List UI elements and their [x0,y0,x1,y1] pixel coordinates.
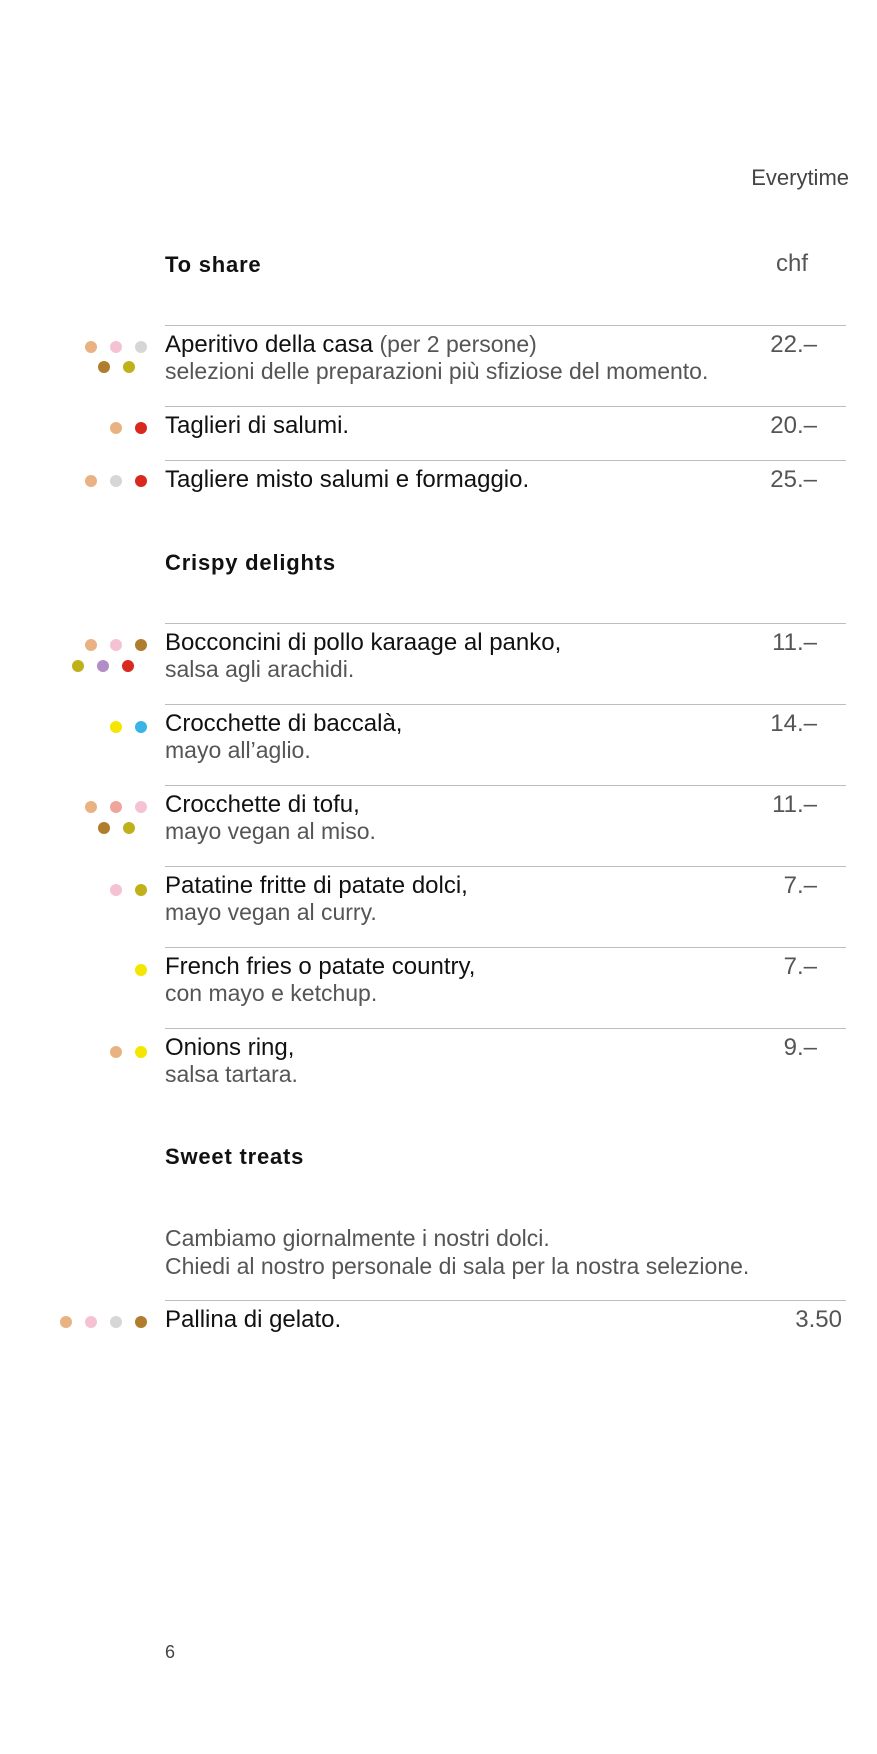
desserts-note [165,1224,749,1280]
allergen-dot [110,475,122,487]
allergen-dot [135,964,147,976]
menu-item-description: salsa tartara. [165,1061,298,1087]
menu-item [165,331,785,385]
menu-item-name: Crocchette di baccalà, [165,710,403,737]
menu-item-name: French fries o patate country, [165,953,476,980]
allergen-dot [123,822,135,834]
divider [165,325,846,326]
section-title-crispy-delights: Crispy delights [165,550,336,575]
allergen-dot [110,721,122,733]
allergen-dot [122,660,134,672]
allergen-dot [72,660,84,672]
divider [165,785,846,786]
menu-item [165,1306,785,1333]
menu-item-price: 25.– [770,466,817,493]
divider [165,1028,846,1029]
allergen-dot [85,639,97,651]
menu-item [165,791,785,845]
menu-item [165,1034,785,1088]
allergen-dot [85,341,97,353]
menu-item-price: 11.– [772,791,817,818]
allergen-dot [110,884,122,896]
allergen-dot [98,822,110,834]
allergen-dot [110,341,122,353]
allergen-dot [98,361,110,373]
menu-category-label: Everytime [751,165,849,190]
menu-item-name: Patatine fritte di patate dolci, [165,872,468,899]
menu-item-description: mayo vegan al curry. [165,899,377,925]
allergen-dot [135,1316,147,1328]
menu-item-portion: (per 2 persone) [373,331,537,357]
menu-item [165,629,785,683]
menu-item-description: selezioni delle preparazioni più sfiziose del momento. [165,358,709,384]
desserts-note-line: Chiedi al nostro personale di sala per la nostra selezione. [165,1253,750,1279]
menu-item-name: Bocconcini di pollo karaage al panko, [165,629,562,656]
allergen-dot [135,1046,147,1058]
allergen-dot [135,422,147,434]
currency-label: chf [776,250,809,277]
menu-item [165,466,785,493]
divider [165,460,846,461]
allergen-dot [110,639,122,651]
divider [165,406,846,407]
menu-item-description: salsa agli arachidi. [165,656,355,682]
allergen-dot [135,639,147,651]
allergen-dot [123,361,135,373]
divider [165,866,846,867]
allergen-dot [85,1316,97,1328]
divider [165,623,846,624]
allergen-dot [97,660,109,672]
desserts-note-line: Cambiamo giornalmente i nostri dolci. [165,1225,550,1251]
allergen-dot [135,721,147,733]
allergen-dot [135,801,147,813]
allergen-dot [85,475,97,487]
allergen-dot [110,422,122,434]
menu-item-description: mayo vegan al miso. [165,818,376,844]
section-title-to-share: To share [165,252,262,277]
menu-item [165,872,785,926]
menu-item-name: Tagliere misto salumi e formaggio. [165,466,530,493]
allergen-dot [110,1046,122,1058]
divider [165,1300,846,1301]
menu-item-name: Aperitivo della casa [165,331,374,358]
menu-item-name: Onions ring, [165,1034,295,1061]
menu-item-name: Pallina di gelato. [165,1306,342,1333]
divider [165,704,846,705]
menu-item-price: 9.– [783,1034,817,1061]
allergen-dot [135,884,147,896]
menu-item [165,412,785,439]
menu-item [165,710,785,764]
menu-item-price: 3.50 [795,1306,842,1333]
menu-item-price: 20.– [770,412,817,439]
menu-item-description: con mayo e ketchup. [165,980,378,1006]
menu-item-price: 22.– [770,331,817,358]
menu-item-price: 7.– [783,953,817,980]
allergen-dot [135,475,147,487]
menu-item-price: 14.– [770,710,817,737]
allergen-dot [110,801,122,813]
allergen-dot [110,1316,122,1328]
divider [165,947,846,948]
menu-item-name: Taglieri di salumi. [165,412,350,439]
menu-item-price: 11.– [772,629,817,656]
allergen-dot [135,341,147,353]
allergen-dot [60,1316,72,1328]
menu-item-description: mayo all’aglio. [165,737,311,763]
section-title-sweet-treats: Sweet treats [165,1144,305,1169]
page-number: 6 [165,1642,176,1662]
allergen-dot [85,801,97,813]
menu-item-name: Crocchette di tofu, [165,791,360,818]
menu-item [165,953,785,1007]
menu-item-price: 7.– [783,872,817,899]
